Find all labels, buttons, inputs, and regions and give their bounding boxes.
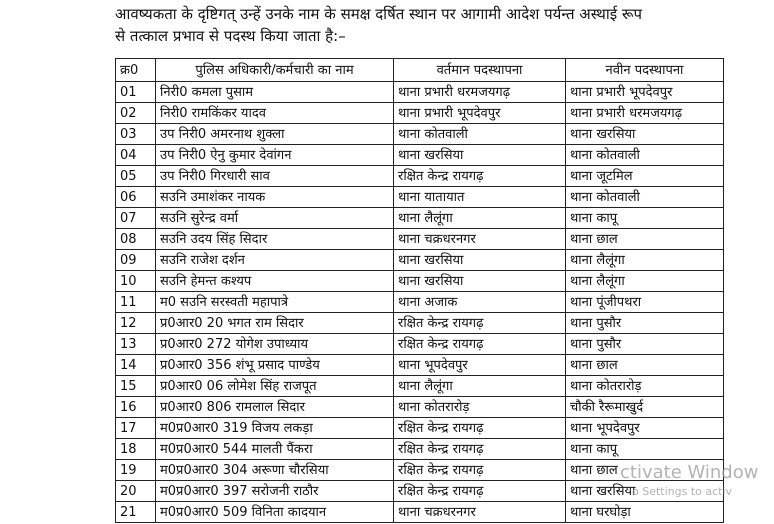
cell-current-posting: थाना चक्रधरनगर: [394, 502, 566, 523]
cell-current-posting: थाना चक्रधरनगर: [394, 229, 566, 250]
cell-current-posting: थाना कोतरारोड़: [394, 397, 566, 418]
table-row: [116, 271, 724, 292]
table-row: [116, 334, 724, 355]
table-row: [116, 103, 724, 124]
cell-new-posting: थाना पुसौर: [566, 313, 724, 334]
cell-current-posting: थाना कोतवाली: [394, 124, 566, 145]
table-row: [116, 124, 724, 145]
intro-paragraph: [115, 3, 765, 47]
cell-new-posting: थाना कोतवाली: [566, 187, 724, 208]
cell-serial: 12: [116, 313, 156, 334]
cell-current-posting: थाना लैलूंगा: [394, 208, 566, 229]
cell-name: प्र0आर0 06 लोमेश सिंह राजपूत: [156, 376, 394, 397]
cell-name: उप निरी0 गिरधारी साव: [156, 166, 394, 187]
transfer-table: [115, 58, 724, 523]
cell-name: प्र0आर0 272 योगेश उपाध्याय: [156, 334, 394, 355]
cell-new-posting: थाना कोतवाली: [566, 145, 724, 166]
cell-name: उप निरी0 ऐनु कुमार देवांगन: [156, 145, 394, 166]
table-row: [116, 502, 724, 523]
cell-new-posting: थाना प्रभारी धरमजयगढ़: [566, 103, 724, 124]
cell-serial: 21: [116, 502, 156, 523]
cell-current-posting: रक्षित केन्द्र रायगढ़: [394, 313, 566, 334]
cell-serial: 17: [116, 418, 156, 439]
table-row: [116, 460, 724, 481]
intro-line-2: से तत्काल प्रभाव से पदस्थ किया जाता है:–: [115, 27, 346, 45]
table-row: [116, 418, 724, 439]
cell-current-posting: थाना प्रभारी भूपदेवपुर: [394, 103, 566, 124]
cell-new-posting: थाना छाल: [566, 355, 724, 376]
cell-name: म0प्र0आर0 304 अरूणा चौरसिया: [156, 460, 394, 481]
cell-new-posting: थाना पूंजीपथरा: [566, 292, 724, 313]
table-row: [116, 187, 724, 208]
cell-name: सउनि राजेश दर्शन: [156, 250, 394, 271]
cell-current-posting: थाना भूपदेवपुर: [394, 355, 566, 376]
cell-name: म0 सउनि सरस्वती महापात्रे: [156, 292, 394, 313]
cell-new-posting: थाना छाल: [566, 460, 724, 481]
cell-serial: 08: [116, 229, 156, 250]
cell-new-posting: थाना छाल: [566, 229, 724, 250]
cell-name: प्र0आर0 356 शंभू प्रसाद पाण्डेय: [156, 355, 394, 376]
cell-new-posting: थाना कापू: [566, 439, 724, 460]
table-row: [116, 376, 724, 397]
cell-new-posting: थाना भूपदेवपुर: [566, 418, 724, 439]
table-row: [116, 250, 724, 271]
cell-new-posting: थाना जूटमिल: [566, 166, 724, 187]
cell-current-posting: रक्षित केन्द्र रायगढ़: [394, 418, 566, 439]
header-name: पुलिस अधिकारी/कर्मचारी का नाम: [156, 59, 394, 82]
cell-serial: 01: [116, 82, 156, 103]
watermark-title: ctivate Window: [620, 462, 759, 483]
cell-serial: 06: [116, 187, 156, 208]
header-serial: क्र0: [116, 59, 156, 82]
cell-serial: 02: [116, 103, 156, 124]
cell-serial: 04: [116, 145, 156, 166]
cell-current-posting: रक्षित केन्द्र रायगढ़: [394, 481, 566, 502]
cell-name: सउनि उदय सिंह सिदार: [156, 229, 394, 250]
cell-serial: 09: [116, 250, 156, 271]
cell-current-posting: रक्षित केन्द्र रायगढ़: [394, 460, 566, 481]
cell-new-posting: थाना लैलूंगा: [566, 250, 724, 271]
table-row: [116, 481, 724, 502]
cell-new-posting: थाना कोतरारोड़: [566, 376, 724, 397]
cell-serial: 18: [116, 439, 156, 460]
cell-name: प्र0आर0 806 रामलाल सिदार: [156, 397, 394, 418]
cell-serial: 15: [116, 376, 156, 397]
table-row: [116, 292, 724, 313]
cell-current-posting: थाना अजाक: [394, 292, 566, 313]
cell-serial: 13: [116, 334, 156, 355]
cell-name: निरी0 कमला पुसाम: [156, 82, 394, 103]
cell-serial: 11: [116, 292, 156, 313]
cell-new-posting: थाना कापू: [566, 208, 724, 229]
table-row: [116, 439, 724, 460]
cell-current-posting: रक्षित केन्द्र रायगढ़: [394, 166, 566, 187]
table-row: [116, 166, 724, 187]
cell-serial: 14: [116, 355, 156, 376]
table-row: [116, 145, 724, 166]
cell-name: निरी0 रामकिंकर यादव: [156, 103, 394, 124]
cell-serial: 03: [116, 124, 156, 145]
cell-new-posting: थाना लैलूंगा: [566, 271, 724, 292]
cell-name: म0प्र0आर0 544 मालती पैंकरा: [156, 439, 394, 460]
cell-serial: 05: [116, 166, 156, 187]
table-row: [116, 397, 724, 418]
cell-serial: 10: [116, 271, 156, 292]
intro-line-1: आवष्यकता के दृष्टिगत् उन्हें उनके नाम के समक्ष दर्षित स्थान पर आगामी आदेश पर्यन्त अस्थाई रूप: [115, 5, 643, 23]
cell-serial: 07: [116, 208, 156, 229]
cell-new-posting: चौकी रैरूमाखुर्द: [566, 397, 724, 418]
table-body: [116, 82, 724, 523]
cell-current-posting: रक्षित केन्द्र रायगढ़: [394, 439, 566, 460]
table-row: [116, 229, 724, 250]
cell-current-posting: थाना लैलूंगा: [394, 376, 566, 397]
cell-new-posting: थाना पुसौर: [566, 334, 724, 355]
cell-serial: 16: [116, 397, 156, 418]
cell-serial: 20: [116, 481, 156, 502]
cell-name: म0प्र0आर0 397 सरोजनी राठौर: [156, 481, 394, 502]
cell-new-posting: थाना घरघोड़ा: [566, 502, 724, 523]
cell-new-posting: थाना खरसिया: [566, 124, 724, 145]
header-new-posting: नवीन पदस्थापना: [566, 59, 724, 82]
cell-current-posting: थाना यातायात: [394, 187, 566, 208]
watermark-subtitle: o Settings to activ: [632, 485, 733, 498]
cell-name: सउनि उमाशंकर नायक: [156, 187, 394, 208]
table-row: [116, 82, 724, 103]
cell-new-posting: थाना खरसिया: [566, 481, 724, 502]
cell-name: म0प्र0आर0 509 विनिता कादयान: [156, 502, 394, 523]
cell-name: उप निरी0 अमरनाथ शुक्ला: [156, 124, 394, 145]
cell-current-posting: थाना प्रभारी धरमजयगढ़: [394, 82, 566, 103]
table-row: [116, 313, 724, 334]
table-row: [116, 208, 724, 229]
table-row: [116, 355, 724, 376]
cell-current-posting: थाना खरसिया: [394, 250, 566, 271]
cell-name: सउनि सुरेन्द्र वर्मा: [156, 208, 394, 229]
cell-current-posting: थाना खरसिया: [394, 271, 566, 292]
cell-serial: 19: [116, 460, 156, 481]
cell-name: म0प्र0आर0 319 विजय लकड़ा: [156, 418, 394, 439]
cell-new-posting: थाना प्रभारी भूपदेवपुर: [566, 82, 724, 103]
cell-current-posting: रक्षित केन्द्र रायगढ़: [394, 334, 566, 355]
header-current-posting: वर्तमान पदस्थापना: [394, 59, 566, 82]
cell-name: प्र0आर0 20 भगत राम सिदार: [156, 313, 394, 334]
cell-name: सउनि हेमन्त कश्यप: [156, 271, 394, 292]
cell-current-posting: थाना खरसिया: [394, 145, 566, 166]
table-header-row: [116, 59, 724, 82]
